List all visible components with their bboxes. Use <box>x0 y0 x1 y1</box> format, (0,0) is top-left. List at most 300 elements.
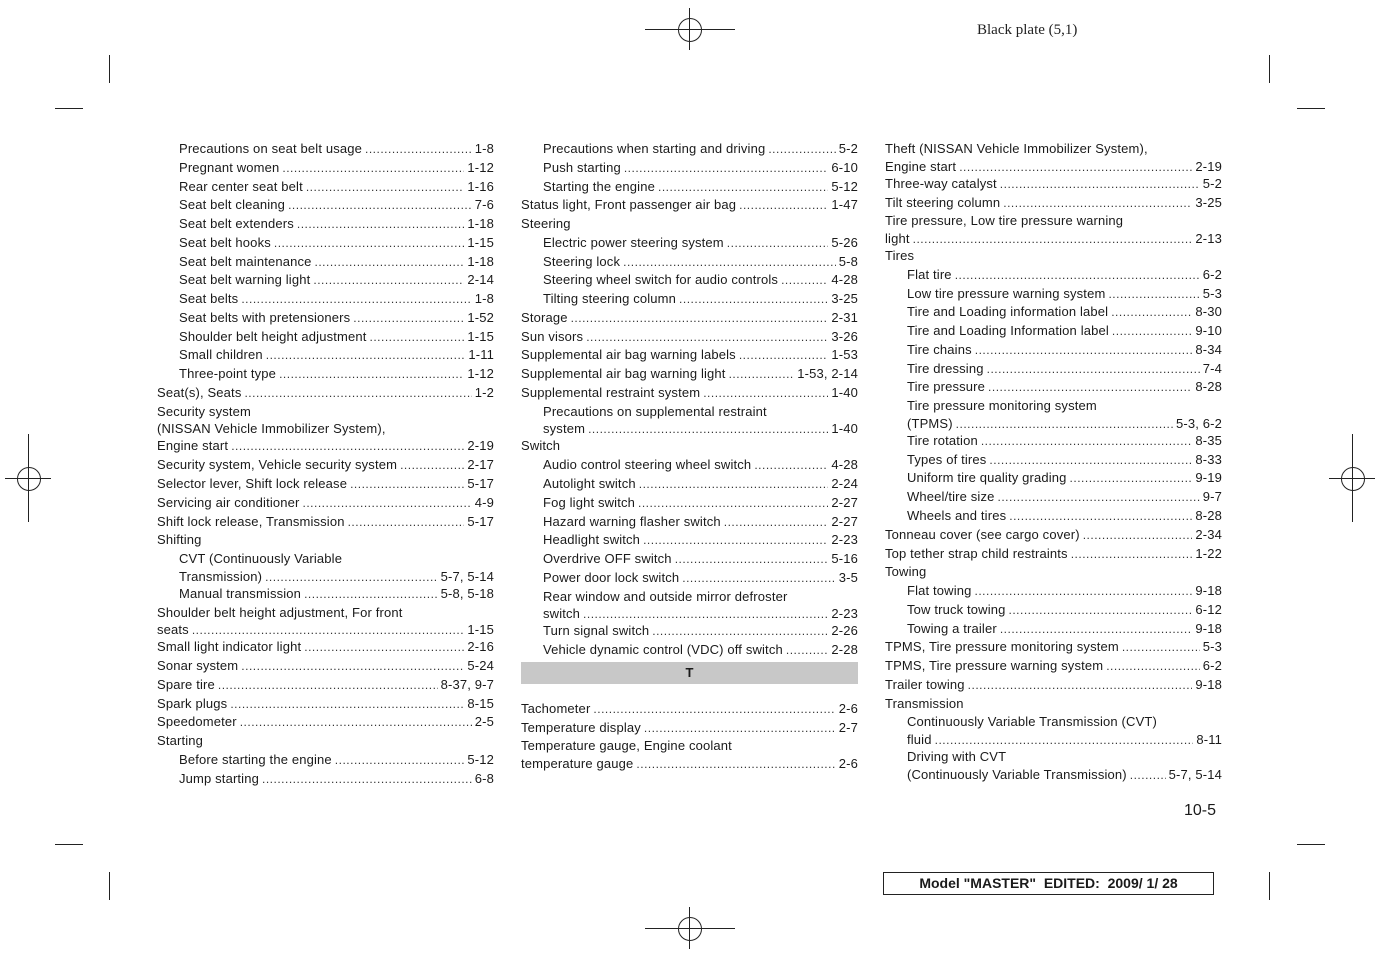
entry-text: Tonneau cover (see cargo cover) <box>885 526 1080 542</box>
dot-leader <box>624 159 829 178</box>
index-subentry <box>521 456 858 475</box>
index-entry <box>157 713 494 732</box>
index-entry <box>521 700 858 719</box>
index-entry <box>157 475 494 494</box>
entry-text: Uniform tire quality grading <box>907 470 1067 486</box>
entry-text: Tilting steering column <box>543 291 677 307</box>
dot-leader <box>644 719 836 738</box>
entry-text: Flat tire <box>907 266 952 282</box>
dot-leader <box>265 569 438 585</box>
entry-text: Jump starting <box>179 770 259 786</box>
entry-page-ref: 2-23 <box>831 532 858 548</box>
entry-text: Pregnant women <box>179 159 280 175</box>
entry-page-ref: 1-15 <box>467 328 494 344</box>
dot-leader <box>218 676 438 695</box>
entry-page-ref: 5-3 <box>1202 639 1222 655</box>
index-subentry <box>885 767 1222 783</box>
index-subentry <box>157 751 494 770</box>
entry-page-ref: 2-31 <box>831 309 858 325</box>
entry-text: Push starting <box>543 159 621 175</box>
entry-text: TPMS, Tire pressure warning system <box>885 658 1104 674</box>
index-entry <box>521 196 858 215</box>
index-subentry <box>885 341 1222 360</box>
dot-leader <box>274 234 465 253</box>
index-entry <box>521 346 858 365</box>
index-subentry <box>521 494 858 513</box>
index-subentry <box>885 582 1222 601</box>
entry-text: Steering wheel switch for audio controls <box>543 272 779 288</box>
entry-page-ref: 6-2 <box>1202 658 1222 674</box>
dot-leader <box>241 657 464 676</box>
index-entry <box>885 231 1222 247</box>
index-subentry <box>885 507 1222 526</box>
index-entry <box>157 695 494 714</box>
entry-page-ref: 1-12 <box>467 366 494 382</box>
entry-page-ref: 8-35 <box>1195 432 1222 448</box>
index-entry <box>885 545 1222 564</box>
entry-text: Overdrive OFF switch <box>543 551 672 567</box>
index-subentry <box>521 475 858 494</box>
index-entry <box>885 526 1222 545</box>
entry-text: Storage <box>521 309 568 325</box>
entry-page-ref: 2-6 <box>838 756 858 772</box>
index-entry <box>521 365 858 384</box>
entry-text: Supplemental air bag warning light <box>521 366 726 382</box>
entry-page-ref: 2-28 <box>831 642 858 658</box>
dot-leader <box>241 290 471 309</box>
dot-leader <box>583 606 828 622</box>
dot-leader <box>593 700 835 719</box>
dot-leader <box>786 641 829 660</box>
entry-page-ref: 8-15 <box>467 695 494 711</box>
entry-text: Hazard warning flasher switch <box>543 513 721 529</box>
entry-text: Tire chains <box>907 341 972 357</box>
index-entry <box>157 604 494 623</box>
entry-text: Seat belt hooks <box>179 234 271 250</box>
entry-text: Security system, Vehicle security system <box>157 457 398 473</box>
entry-page-ref: 2-19 <box>467 438 494 454</box>
index-entry <box>157 531 494 550</box>
page-number: 10-5 <box>1184 802 1217 819</box>
dot-leader <box>956 416 1173 432</box>
entry-page-ref: 7-4 <box>1202 360 1222 376</box>
dot-leader <box>588 421 828 437</box>
entry-text: Shoulder belt height adjustment, For front <box>157 604 403 620</box>
index-entry <box>521 384 858 403</box>
entry-text: Steering lock <box>543 253 621 269</box>
entry-page-ref: 5-7, 5-14 <box>1168 766 1222 782</box>
dot-leader <box>288 196 472 215</box>
index-subentry <box>885 469 1222 488</box>
index-entry <box>157 384 494 403</box>
entry-text: Precautions when starting and driving <box>543 141 766 156</box>
entry-text: Servicing air conditioner <box>157 494 300 510</box>
entry-page-ref: 3-25 <box>1195 194 1222 210</box>
entry-text: system <box>543 421 586 437</box>
entry-page-ref: 8-37, 9-7 <box>440 676 494 692</box>
entry-page-ref: 5-16 <box>831 551 858 567</box>
edited-label: EDITED: <box>1043 875 1100 891</box>
entry-text: Selector lever, Shift lock release <box>157 476 348 492</box>
entry-page-ref: 6-10 <box>831 159 858 175</box>
entry-text: Flat towing <box>907 583 972 599</box>
entry-text: Seat belts with pretensioners <box>179 309 351 325</box>
entry-page-ref: 5-8, 5-18 <box>440 585 494 601</box>
entry-text: Seat belt extenders <box>179 216 294 232</box>
entry-page-ref: 6-12 <box>1195 601 1222 617</box>
index-entry <box>157 403 494 422</box>
entry-text: Switch <box>521 438 561 454</box>
index-entry <box>157 437 494 456</box>
entry-text: Transmission) <box>179 568 263 584</box>
entry-page-ref: 5-7, 5-14 <box>440 568 494 584</box>
entry-text: Steering <box>521 216 571 232</box>
index-entry <box>885 657 1222 676</box>
entry-page-ref: 2-14 <box>467 272 494 288</box>
index-entry <box>521 756 858 772</box>
entry-text: Power door lock switch <box>543 569 680 585</box>
entry-text: Turn signal switch <box>543 623 650 639</box>
entry-page-ref: 2-26 <box>831 623 858 639</box>
dot-leader <box>959 159 1192 175</box>
entry-text: Seat(s), Seats <box>157 384 242 400</box>
entry-page-ref: 1-40 <box>831 421 858 437</box>
index-subentry <box>885 748 1222 767</box>
entry-page-ref: 2-27 <box>831 513 858 529</box>
index-subentry <box>885 360 1222 379</box>
entry-text: Security system <box>157 403 251 419</box>
dot-leader <box>639 475 829 494</box>
index-entry <box>885 194 1222 213</box>
index-subentry <box>885 432 1222 451</box>
entry-page-ref: 1-53, 2-14 <box>797 366 858 382</box>
entry-page-ref: 5-2 <box>838 141 858 156</box>
index-entry <box>521 719 858 738</box>
dot-leader <box>244 384 471 403</box>
dot-leader <box>282 159 464 178</box>
entry-text: Tire pressure monitoring system <box>907 398 1097 414</box>
entry-page-ref: 8-34 <box>1195 341 1222 357</box>
dot-leader <box>370 328 465 347</box>
dot-leader <box>682 569 836 588</box>
entry-text: Towing <box>885 564 927 580</box>
entry-page-ref: 5-17 <box>467 476 494 492</box>
index-subentry <box>521 178 858 197</box>
entry-page-ref: 2-5 <box>474 714 494 730</box>
entry-text: Speedometer <box>157 714 237 730</box>
entry-text: CVT (Continuously Variable <box>179 551 343 567</box>
index-subentry <box>885 397 1222 416</box>
index-entry <box>885 175 1222 194</box>
dot-leader <box>679 290 828 309</box>
entry-page-ref: 1-22 <box>1195 545 1222 561</box>
entry-text: Types of tires <box>907 451 987 467</box>
index-subentry <box>521 140 858 159</box>
entry-text: Tow truck towing <box>907 601 1006 617</box>
index-subentry <box>885 620 1222 639</box>
index-entry <box>157 494 494 513</box>
entry-text: (NISSAN Vehicle Immobilizer System), <box>157 421 386 437</box>
index-subentry <box>157 290 494 309</box>
entry-text: Tachometer <box>521 700 591 716</box>
index-entry <box>885 140 1222 159</box>
index-subentry <box>521 271 858 290</box>
index-subentry <box>157 196 494 215</box>
entry-page-ref: 5-24 <box>467 658 494 674</box>
dot-leader <box>313 271 464 290</box>
entry-page-ref: 1-53 <box>831 347 858 363</box>
entry-page-ref: 5-2 <box>1202 175 1222 191</box>
entry-text: Electric power steering system <box>543 234 724 250</box>
index-subentry <box>157 253 494 272</box>
entry-text: Tire and Loading Information label <box>907 323 1109 339</box>
index-subentry <box>157 569 494 585</box>
dot-leader <box>754 456 828 475</box>
entry-text: Fog light switch <box>543 494 635 510</box>
dot-leader <box>231 437 464 456</box>
entry-page-ref: 2-13 <box>1195 231 1222 247</box>
entry-page-ref: 2-23 <box>831 606 858 622</box>
dot-leader <box>1009 507 1192 526</box>
dot-leader <box>353 309 464 328</box>
entry-text: Tire rotation <box>907 432 978 448</box>
entry-page-ref: 5-17 <box>467 513 494 529</box>
index-subentry <box>885 732 1222 748</box>
index-subentry <box>157 140 494 159</box>
index-entry <box>157 732 494 751</box>
entry-page-ref: 9-7 <box>1202 489 1222 505</box>
entry-page-ref: 1-52 <box>467 309 494 325</box>
index-subentry <box>521 421 858 437</box>
index-entry <box>157 421 494 437</box>
dot-leader <box>304 585 438 604</box>
index-entry <box>521 328 858 347</box>
index-entry <box>885 695 1222 714</box>
dot-leader <box>935 732 1194 748</box>
index-entry <box>521 437 858 456</box>
dot-leader <box>968 676 1193 695</box>
dot-leader <box>975 341 1193 360</box>
model-edited-box <box>883 872 1214 895</box>
entry-page-ref: 9-10 <box>1195 323 1222 339</box>
dot-leader <box>913 231 1193 247</box>
entry-text: light <box>885 231 910 247</box>
entry-text: Seat belts <box>179 291 239 307</box>
index-column-1 <box>157 140 494 789</box>
entry-page-ref: 3-26 <box>831 328 858 344</box>
entry-text: Top tether strap child restraints <box>885 545 1068 561</box>
dot-leader <box>1122 638 1200 657</box>
entry-text: Sun visors <box>521 328 584 344</box>
entry-text: (Continuously Variable Transmission) <box>907 766 1127 782</box>
index-subentry <box>157 550 494 569</box>
entry-text: Seat belt cleaning <box>179 197 286 213</box>
entry-page-ref: 8-30 <box>1195 304 1222 320</box>
dot-leader <box>987 360 1200 379</box>
index-subentry <box>885 416 1222 432</box>
index-entry <box>885 676 1222 695</box>
dot-leader <box>365 140 472 159</box>
entry-text: Tire pressure <box>907 379 986 395</box>
entry-page-ref: 5-3 <box>1202 285 1222 301</box>
entry-text: Temperature display <box>521 719 641 735</box>
index-subentry <box>521 290 858 309</box>
dot-leader <box>262 770 472 789</box>
dot-leader <box>1071 545 1193 564</box>
entry-text: (TPMS) <box>907 415 953 431</box>
index-subentry <box>521 606 858 622</box>
entry-page-ref: 9-18 <box>1195 620 1222 636</box>
index-subentry <box>521 622 858 641</box>
dot-leader <box>955 266 1200 285</box>
index-entry <box>885 638 1222 657</box>
entry-text: Precautions on supplemental restraint <box>543 403 767 419</box>
entry-page-ref: 5-3, 6-2 <box>1175 415 1222 431</box>
entry-text: Status light, Front passenger air bag <box>521 197 737 213</box>
dot-leader <box>675 550 829 569</box>
index-subentry <box>157 365 494 384</box>
index-entry <box>885 247 1222 266</box>
index-entry <box>521 215 858 234</box>
index-subentry <box>885 303 1222 322</box>
section-header: T <box>521 662 858 684</box>
index-entry <box>157 676 494 695</box>
index-entry <box>157 513 494 532</box>
entry-page-ref: 8-11 <box>1196 732 1222 748</box>
dot-leader <box>1009 601 1193 620</box>
dot-leader <box>279 365 464 384</box>
index-subentry <box>521 403 858 422</box>
dot-leader <box>1130 767 1166 783</box>
dot-leader <box>636 756 835 772</box>
entry-text: Tilt steering column <box>885 194 1001 210</box>
entry-page-ref: 2-6 <box>838 700 858 716</box>
dot-leader <box>981 432 1193 451</box>
entry-text: switch <box>543 606 581 622</box>
entry-page-ref: 9-18 <box>1195 676 1222 692</box>
entry-text: Temperature gauge, Engine coolant <box>521 738 732 754</box>
index-subentry <box>157 585 494 604</box>
entry-text: Spare tire <box>157 676 215 692</box>
entry-text: Rear window and outside mirror defroster <box>543 588 788 604</box>
index-subentry <box>885 601 1222 620</box>
entry-text: Engine start <box>157 438 229 454</box>
entry-page-ref: 8-28 <box>1195 379 1222 395</box>
dot-leader <box>1108 285 1199 304</box>
entry-page-ref: 2-24 <box>831 476 858 492</box>
entry-text: Vehicle dynamic control (VDC) off switch <box>543 642 783 658</box>
dot-leader <box>988 378 1192 397</box>
index-entry <box>885 563 1222 582</box>
dot-leader <box>724 513 829 532</box>
index-subentry <box>885 266 1222 285</box>
entry-text: Shoulder belt height adjustment <box>179 328 367 344</box>
dot-leader <box>192 622 465 638</box>
entry-text: Tires <box>885 248 915 264</box>
entry-text: Towing a trailer <box>907 620 997 636</box>
entry-page-ref: 1-16 <box>467 178 494 194</box>
index-subentry <box>157 234 494 253</box>
entry-text: Starting the engine <box>543 178 655 194</box>
index-subentry <box>521 513 858 532</box>
entry-text: Tire pressure, Low tire pressure warning <box>885 213 1124 229</box>
entry-text: temperature gauge <box>521 756 634 772</box>
entry-text: Small light indicator light <box>157 639 302 655</box>
entry-text: Wheel/tire size <box>907 489 995 505</box>
entry-page-ref: 5-12 <box>467 751 494 767</box>
entry-text: Seat belt warning light <box>179 272 311 288</box>
dot-leader <box>975 582 1193 601</box>
index-column-3 <box>885 140 1222 783</box>
dot-leader <box>1112 322 1192 341</box>
index-column-2 <box>521 140 858 772</box>
entry-page-ref: 2-34 <box>1195 526 1222 542</box>
index-subentry <box>885 488 1222 507</box>
entry-page-ref: 1-12 <box>467 159 494 175</box>
dot-leader <box>727 234 829 253</box>
entry-text: fluid <box>907 732 932 748</box>
dot-leader <box>1070 469 1193 488</box>
entry-text: Manual transmission <box>179 585 302 601</box>
entry-page-ref: 1-8 <box>474 141 494 156</box>
entry-page-ref: 8-33 <box>1195 451 1222 467</box>
entry-text: Three-way catalyst <box>885 175 997 191</box>
index-subentry <box>885 285 1222 304</box>
entry-text: Autolight switch <box>543 476 636 492</box>
entry-text: Continuously Variable Transmission (CVT) <box>907 714 1157 730</box>
entry-page-ref: 5-26 <box>831 234 858 250</box>
entry-page-ref: 1-47 <box>831 197 858 213</box>
index-subentry <box>157 159 494 178</box>
dot-leader <box>240 713 472 732</box>
dot-leader <box>703 384 828 403</box>
entry-page-ref: 3-25 <box>831 291 858 307</box>
dot-leader <box>1000 620 1193 639</box>
index-subentry <box>157 271 494 290</box>
index-entry <box>885 159 1222 175</box>
entry-page-ref: 1-18 <box>467 216 494 232</box>
entry-text: Trailer towing <box>885 676 965 692</box>
entry-page-ref: 7-6 <box>474 197 494 213</box>
entry-text: Starting <box>157 733 204 749</box>
dot-leader <box>652 622 828 641</box>
index-subentry <box>157 178 494 197</box>
index-entry <box>157 638 494 657</box>
entry-page-ref: 4-9 <box>474 494 494 510</box>
entry-text: Small children <box>179 347 263 363</box>
index-subentry <box>521 159 858 178</box>
index-entry <box>521 309 858 328</box>
plate-label: Black plate (5,1) <box>977 22 1078 38</box>
dot-leader <box>302 494 471 513</box>
dot-leader <box>335 751 465 770</box>
index-subentry <box>885 713 1222 732</box>
entry-page-ref: 2-19 <box>1195 158 1222 174</box>
entry-page-ref: 2-16 <box>467 639 494 655</box>
dot-leader <box>658 178 828 197</box>
entry-page-ref: 1-40 <box>831 384 858 400</box>
dot-leader <box>586 328 828 347</box>
entry-page-ref: 5-12 <box>831 178 858 194</box>
dot-leader <box>266 346 466 365</box>
entry-page-ref: 1-8 <box>474 291 494 307</box>
dot-leader <box>623 253 836 272</box>
entry-text: Precautions on seat belt usage <box>179 141 363 156</box>
dot-leader <box>306 178 465 197</box>
entry-text: TPMS, Tire pressure monitoring system <box>885 639 1119 655</box>
entry-page-ref: 2-27 <box>831 494 858 510</box>
entry-text: Shift lock release, Transmission <box>157 513 345 529</box>
